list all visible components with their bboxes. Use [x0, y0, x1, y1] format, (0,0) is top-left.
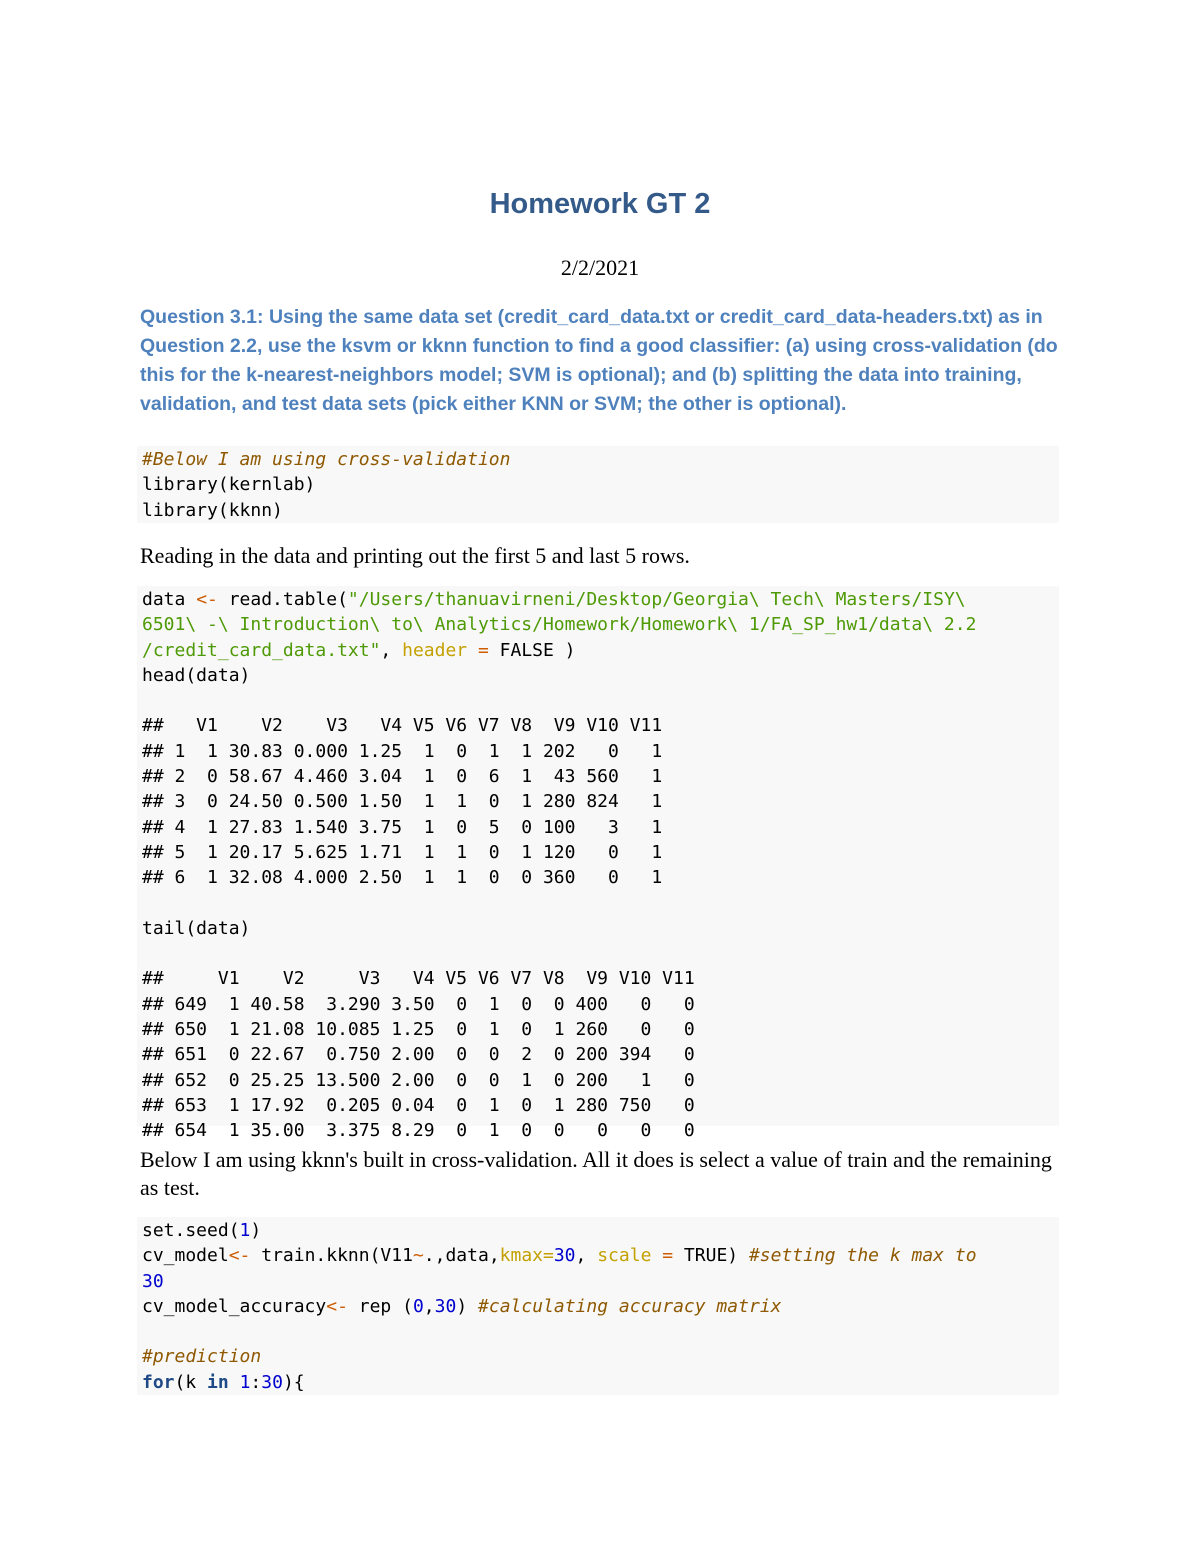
code-token: read.table(: [217, 589, 348, 610]
code-block-cross-validation: [137, 1217, 1059, 1395]
code-token: ,: [575, 1245, 598, 1267]
code-number: 30: [553, 1245, 576, 1267]
code-comment: #prediction: [142, 1346, 262, 1368]
code-comment: #calculating accuracy matrix: [478, 1295, 782, 1317]
code-line: library(kernlab): [142, 474, 316, 496]
code-token: ,: [423, 1295, 435, 1317]
code-operator: ~: [412, 1245, 424, 1267]
code-number: 30: [434, 1295, 457, 1317]
code-number: 30: [261, 1371, 283, 1393]
tail-output-row: ## 651 0 22.67 0.750 2.00 0 0 2 0 200 394 0: [142, 1044, 695, 1066]
code-token: ): [250, 1220, 262, 1241]
code-line: library(kknn): [142, 499, 283, 521]
code-token: [467, 640, 478, 661]
code-number: 1: [239, 1371, 251, 1393]
code-token: set.seed(: [142, 1220, 240, 1241]
code-number: 1: [239, 1220, 251, 1241]
code-argument: kmax=: [499, 1245, 554, 1267]
code-argument: header: [402, 639, 468, 661]
code-token: ){: [282, 1371, 305, 1393]
code-token: (k: [174, 1371, 208, 1393]
document-title: Homework GT 2: [489, 188, 711, 220]
tail-output-row: ## 649 1 40.58 3.290 3.50 0 1 0 0 400 0 0: [142, 993, 695, 1015]
head-output-row: ## 1 1 30.83 0.000 1.25 1 0 1 1 202 0 1: [142, 740, 663, 762]
code-operator: =: [477, 639, 489, 661]
code-operator: <-: [228, 1245, 251, 1267]
code-line: tail(data): [142, 917, 251, 939]
code-number: 0: [412, 1295, 424, 1317]
code-string: /credit_card_data.txt": [142, 639, 381, 661]
code-argument: scale: [597, 1245, 652, 1267]
code-token: data: [142, 589, 197, 610]
head-output-row: ## 2 0 58.67 4.460 3.04 1 0 6 1 43 560 1: [142, 766, 663, 788]
head-output-row: ## V1 V2 V3 V4 V5 V6 V7 V8 V9 V10 V11: [142, 715, 663, 737]
paragraph-cross-validation: Below I am using kknn's built in cross-validation. All it does is select a value of train and the remaining as test.: [140, 1147, 1052, 1200]
code-block-read-data: [137, 586, 1059, 1142]
head-output-row: ## 5 1 20.17 5.625 1.71 1 1 0 1 120 0 1: [142, 841, 663, 863]
code-comment: #Below I am using cross-validation: [142, 449, 511, 470]
tail-output-row: ## 652 0 25.25 13.500 2.00 0 0 1 0 200 1 0: [142, 1069, 695, 1091]
code-token: [229, 1372, 240, 1393]
code-operator: <-: [326, 1295, 348, 1317]
code-token: FALSE ): [488, 639, 576, 661]
code-token: TRUE): [673, 1245, 749, 1267]
code-token: rep (: [347, 1295, 413, 1317]
tail-output-row: ## 654 1 35.00 3.375 8.29 0 1 0 0 0 0 0: [142, 1120, 695, 1142]
document-date: 2/2/2021: [560, 255, 640, 280]
tail-output-row: ## 650 1 21.08 10.085 1.25 0 1 0 1 260 0 0: [142, 1019, 695, 1041]
code-token: cv_model_accuracy: [142, 1295, 327, 1317]
tail-output-row: ## V1 V2 V3 V4 V5 V6 V7 V8 V9 V10 V11: [142, 968, 695, 990]
code-token: cv_model: [142, 1245, 229, 1267]
code-block-libraries: [137, 446, 1059, 523]
code-token: .,data,: [423, 1245, 500, 1267]
code-token: ): [456, 1295, 479, 1317]
code-keyword: in: [207, 1371, 229, 1393]
head-output-row: ## 3 0 24.50 0.500 1.50 1 1 0 1 280 824 1: [142, 791, 663, 813]
code-token: [651, 1245, 662, 1266]
code-number: 30: [142, 1270, 164, 1292]
question-heading: Question 3.1: Using the same data set (credit_card_data.txt or credit_card_data-headers.txt) as in Question 2.2, use the ksvm or kknn function to find a good classifier: (a) using cross-validation (do this for the k-nearest-neighbors model; SVM is optional); and (b) splitting the data into training, validation, and test data sets (pick either KNN or SVM; the other is optional).: [140, 306, 1058, 415]
code-string: "/Users/thanuavirneni/Desktop/Georgia\ Tech\ Masters/ISY\: [347, 589, 966, 610]
code-string: 6501\ -\ Introduction\ to\ Analytics/Homework/Homework\ 1/FA_SP_hw1/data\ 2.2: [142, 614, 977, 636]
code-token: train.kknn(V11: [250, 1245, 413, 1267]
code-token: ,: [380, 639, 403, 661]
code-operator: =: [662, 1245, 674, 1267]
head-output-row: ## 6 1 32.08 4.000 2.50 1 1 0 0 360 0 1: [142, 867, 663, 889]
tail-output-row: ## 653 1 17.92 0.205 0.04 0 1 0 1 280 750 0: [142, 1094, 695, 1116]
code-keyword: for: [142, 1371, 175, 1393]
code-comment: #setting the k max to: [748, 1245, 977, 1267]
head-output-row: ## 4 1 27.83 1.540 3.75 1 0 5 0 100 3 1: [142, 816, 663, 838]
code-token: :: [250, 1371, 262, 1393]
code-line: head(data): [142, 664, 251, 686]
paragraph-reading-data: Reading in the data and printing out the first 5 and last 5 rows.: [140, 543, 690, 568]
code-operator: <-: [196, 589, 218, 610]
